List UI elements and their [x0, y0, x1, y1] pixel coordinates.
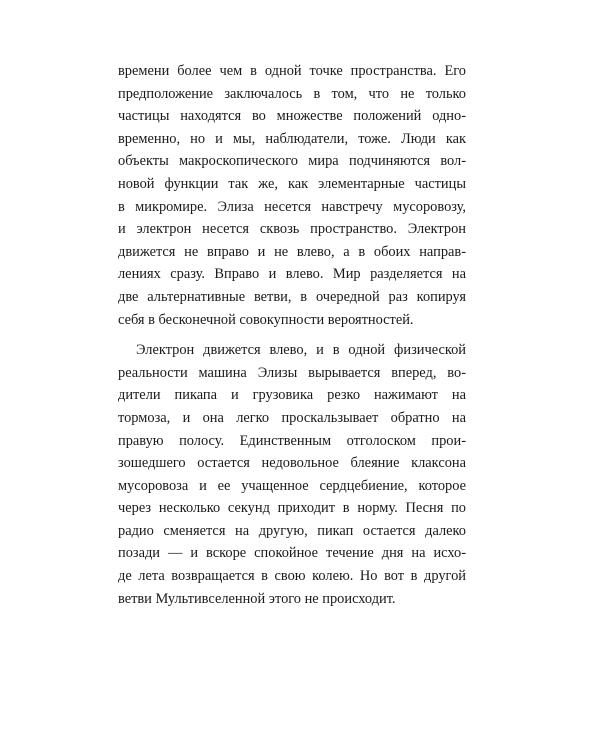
text-line: новой функции так же, как элементарные частицы [118, 175, 466, 192]
text-line: зошедшего остается недовольное блеяние клаксона [118, 455, 466, 472]
body-text [118, 60, 466, 610]
text-line: радио сменяется на другую, пикап остается далеко [118, 522, 466, 539]
text-line: тормоза, и она легко проскальзывает обратно на [118, 409, 466, 426]
text-line: объекты макроскопического мира подчиняются вол- [118, 153, 466, 170]
text-line: реальности машина Элизы вырывается вперед, во- [118, 364, 466, 381]
text-line: времени более чем в одной точке пространства. Его [118, 63, 466, 79]
text-line: мусоровоза и ее учащенное сердцебиение, которое [118, 477, 466, 494]
text-line: дители пикапа и грузовика резко нажимают на [118, 387, 466, 404]
text-line: ветви Мультивселенной этого не происходит. [118, 590, 396, 607]
text-line: движется не вправо и не влево, а в обоих направ- [118, 243, 466, 260]
text-line: в микромире. Элиза несется навстречу мусоровозу, [118, 198, 466, 215]
text-line: частицы находятся во множестве положений одно- [118, 108, 466, 125]
text-line: через несколько секунд приходит в норму. Песня по [118, 500, 466, 517]
paragraph-1 [118, 60, 466, 331]
text-line: временно, но и мы, наблюдатели, тоже. Люди как [118, 130, 466, 147]
text-line: две альтернативные ветви, в очередной раз копируя [118, 288, 466, 305]
text-line: де лета возвращается в свою колею. Но вот в другой [118, 568, 466, 585]
text-line: позади — и вскоре спокойное течение дня на исхо- [118, 545, 466, 562]
paragraph-2 [118, 339, 466, 610]
text-line: себя в бесконечной совокупности вероятностей. [118, 311, 414, 328]
text-line: Электрон движется влево, и в одной физической [136, 342, 466, 359]
text-line: предположение заключалось в том, что не только [118, 85, 466, 102]
paragraph-gap [118, 331, 466, 339]
text-line: лениях сразу. Вправо и влево. Мир разделяется на [118, 266, 466, 283]
text-line: правую полосу. Единственным отголоском прои- [118, 432, 466, 449]
text-line: и электрон несется сквозь пространство. Электрон [118, 221, 466, 238]
